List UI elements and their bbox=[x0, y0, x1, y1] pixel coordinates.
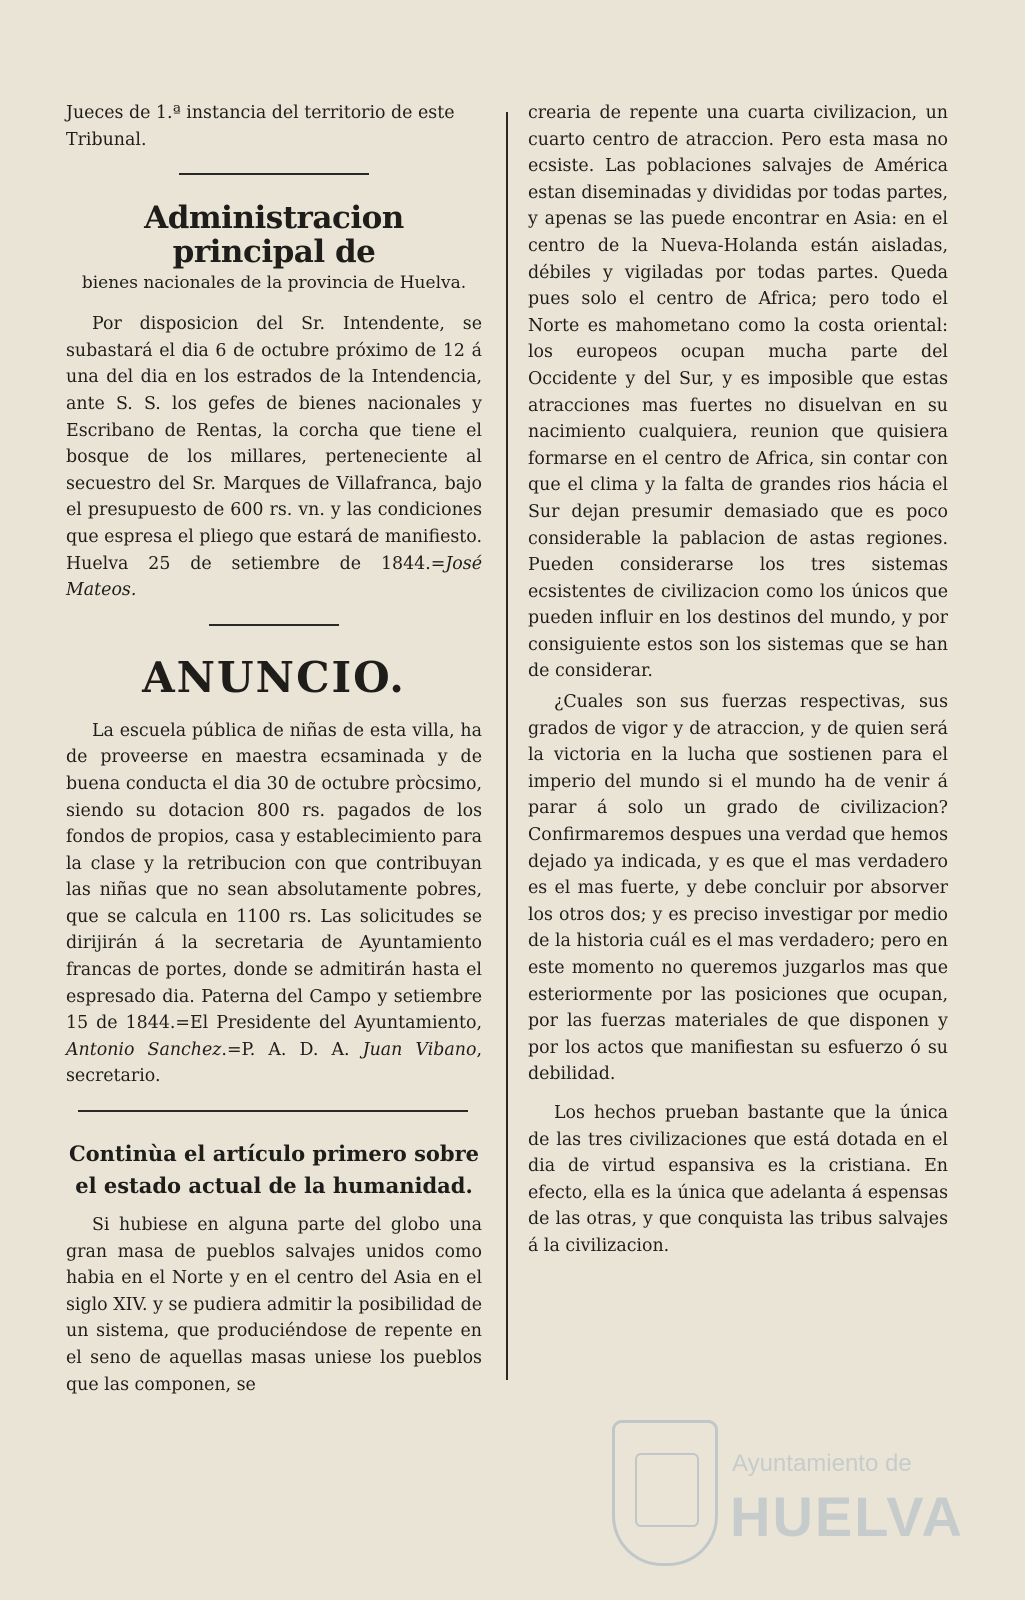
watermark-line-1: Ayuntamiento de bbox=[732, 1450, 912, 1477]
right-column bbox=[528, 100, 948, 1260]
anuncio-title: ANUNCIO. bbox=[142, 652, 406, 702]
article-title: Continùa el artículo primero sobre el estado actual de la humanidad. bbox=[68, 1141, 480, 1199]
article-text-start: Si hubiese en alguna parte del globo una gran masa de pueblos salvajes unidos como habia en el Norte y en el centro del Asia en el siglo XIV. y se pudiera admitir la posibilidad de un sistema, que produciéndose de repente en el seno de aquellas masas uniese los pueblos que las componen, se bbox=[66, 1215, 482, 1395]
anuncio-signature-secretary: Juan Vibano bbox=[362, 1039, 477, 1060]
admin-title: Administracion principal de bbox=[144, 200, 404, 271]
watermark-logo bbox=[612, 1410, 964, 1560]
left-column bbox=[66, 100, 482, 1398]
anuncio-text: La escuela pública de niñas de esta villa, ha de proveerse en maestra ecsaminada y de buena conducta el dia 30 de octubre pròcsimo, siendo su dotacion 800 rs. pagados de los fondos de propios, casa y establecimiento para la clase y la retribucion con que contribuyan las niñas que no sean absolutamente pobres, que se calcula en 1100 rs. Las solicitudes se dirijirán á la secretaria de Ayuntamiento francas de portes, donde se admitirán hasta el espresado dia. Paterna del Campo y setiembre 15 de 1844.=El Presidente del Ayuntamiento, bbox=[66, 720, 482, 1034]
article-paragraph-1: crearia de repente una cuarta civilizacion, un cuarto centro de atraccion. Pero esta masa no ecsiste. Las poblaciones salvajes de América estan diseminadas y divididas por todas partes, y apenas se las puede encontrar en Asia: en el centro de la Nueva-Holanda están aisladas, débiles y vigiladas por todas partes. Queda pues solo el centro de Africa; pero todo el Norte es mahometano como la costa oriental: los europeos ocupan mucha parte del Occidente y del Sur, y es imposible que estas atracciones mas fuertes no disuelvan en su nacimiento cualquiera, reunion que quisiera formarse en el centro de Africa, sin contar con que el clima y la falta de grandes rios hácia el Sur dejan presumir demasiado que es poco considerable la pablacion de astas regiones. Pueden considerarse los tres sistemas ecsistentes de civilizacion como los únicos que pueden influir en los destinos del mundo, y por consiguiente estos son los sistemas que se han de considerar. bbox=[528, 103, 948, 682]
admin-notice-text: Por disposicion del Sr. Intendente, se subastará el dia 6 de octubre próximo de 12 á una del dia en los estrados de la Intendencia, ante S. S. los gefes de bienes nacionales y Escribano de Rentas, la corcha que tiene el bosque de los millares, perteneciente al secuestro del Sr. Marques de Villafranca, bajo el presupuesto de 600 rs. vn. y las condiciones que espresa el pliego que estará de manifiesto. Huelva 25 de setiembre de 1844.= bbox=[66, 314, 482, 574]
intro-text: Jueces de 1.ª instancia del territorio de este Tribunal. bbox=[66, 103, 455, 150]
article-paragraph-2: ¿Cuales son sus fuerzas respectivas, sus grados de vigor y de atraccion, y de quien será la victoria en la lucha que sostienen para el imperio del mundo si el mundo ha de venir á parar á solo un grado de civilizacion? Confirmaremos despues una verdad que hemos dejado ya indicada, y es que el mas verdadero es el mas fuerte, y debe concluir por absorver los otros dos; y es preciso investigar por medio de la historia cuál es el mas verdadero; pero en este momento no queremos juzgarlos mas que esteriormente por las posiciones que ocupan, por las fuerzas materiales de que disponen y por los actos que manifiestan su esfuerzo ó su debilidad. bbox=[528, 692, 948, 1085]
anuncio-end: , secretario. bbox=[66, 1039, 482, 1087]
admin-subtitle: bienes nacionales de la provincia de Huelva. bbox=[81, 273, 467, 294]
coat-of-arms-icon bbox=[612, 1420, 718, 1566]
watermark-line-2: HUELVA bbox=[730, 1485, 964, 1548]
anuncio-notice bbox=[66, 718, 482, 1090]
anuncio-mid: .=P. A. D. A. bbox=[221, 1039, 363, 1060]
article-paragraph-3: Los hechos prueban bastante que la única de las tres civilizaciones que está dotada en el dia de virtud espansiva es la cristiana. En efecto, ella es la única que adelanta á espensas de las otras, y que conquista las tribus salvajes á la civilizacion. bbox=[528, 1102, 948, 1256]
section-divider bbox=[179, 173, 369, 175]
admin-signature: José Mateos. bbox=[66, 553, 482, 601]
admin-notice bbox=[66, 311, 482, 604]
section-divider bbox=[209, 624, 339, 626]
anuncio-signature-president: Antonio Sanchez bbox=[66, 1039, 222, 1060]
section-divider bbox=[78, 1110, 468, 1112]
column-divider bbox=[506, 112, 508, 1380]
